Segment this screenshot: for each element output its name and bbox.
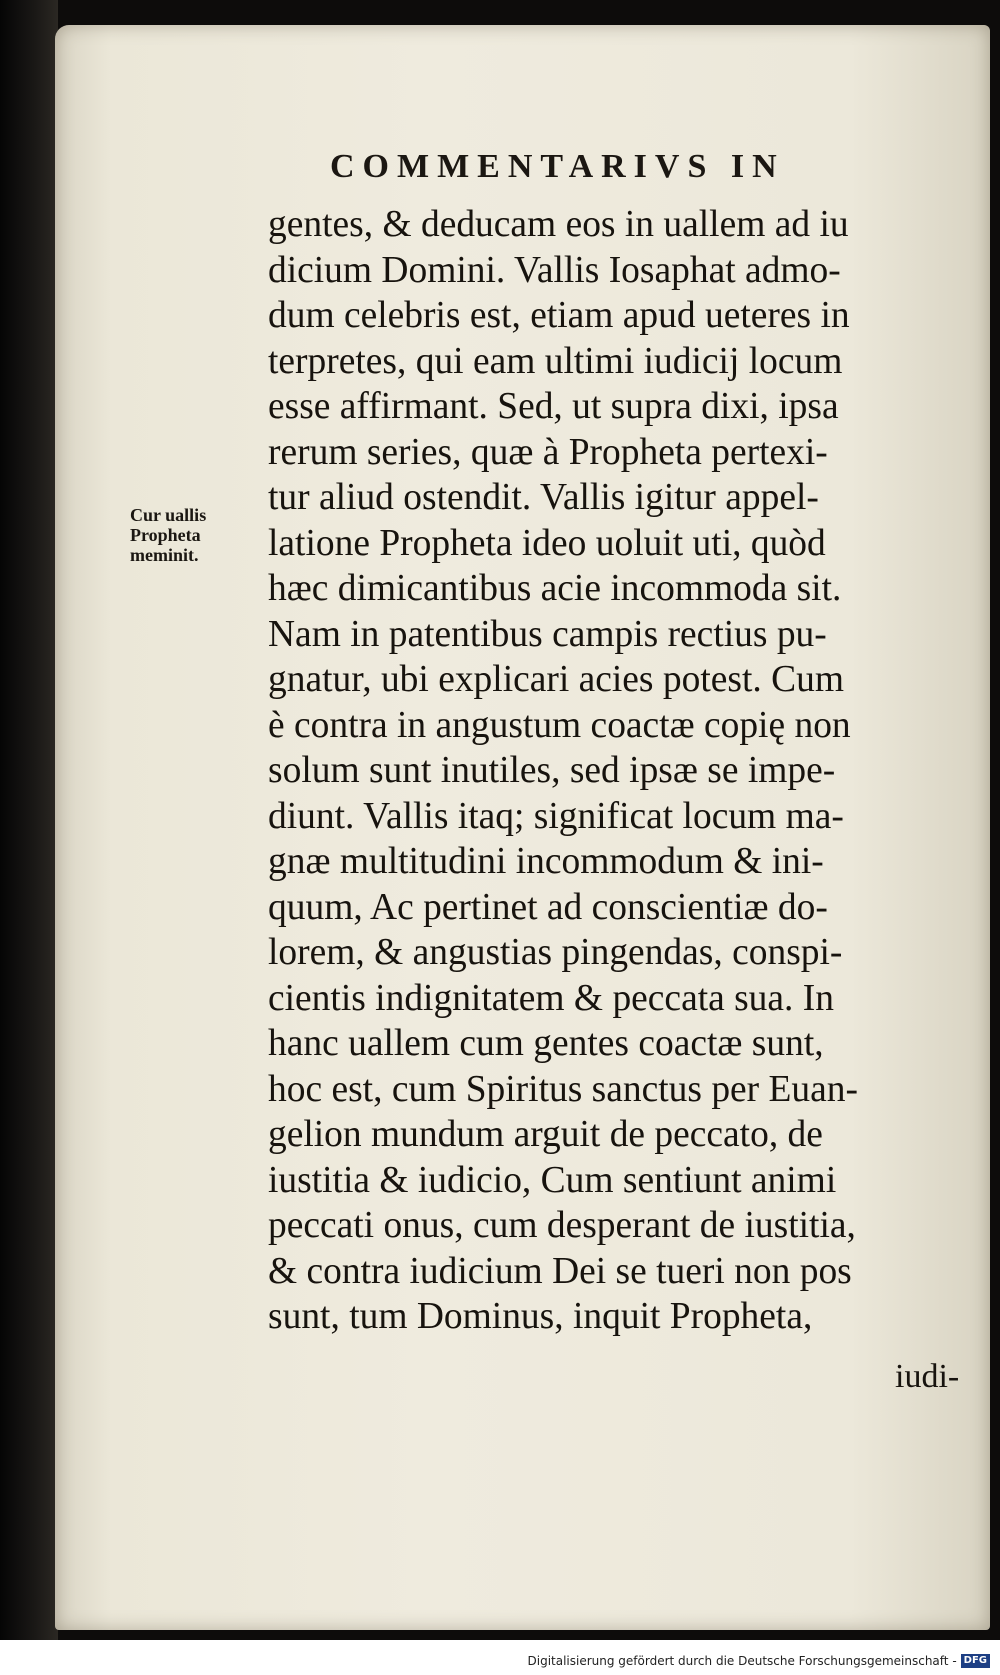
text-line: è contra in angustum coactæ copię non <box>268 703 851 746</box>
text-line: cientis indignitatem & peccata sua. In <box>268 976 834 1019</box>
running-header: COMMENTARIVS IN <box>330 148 785 185</box>
text-line: peccati onus, cum desperant de iustitia, <box>268 1204 856 1246</box>
margin-note <box>130 505 260 565</box>
text-line: hæc dimicantibus acie incommoda sit. <box>268 567 842 609</box>
text-line: terpretes, qui eam ultimi iudicij locum <box>268 339 843 382</box>
text-line: iustitia & iudicio, Cum sentiunt animi <box>268 1158 837 1201</box>
credit-text: Digitalisierung gefördert durch die Deutsche Forschungsgemeinschaft - <box>527 1654 957 1668</box>
book-binding <box>0 0 58 1640</box>
text-line: hanc uallem cum gentes coactæ sunt, <box>268 1022 824 1064</box>
show-through-bleed <box>540 1340 860 1400</box>
text-line: latione Propheta ideo uoluit uti, quòd <box>268 521 826 564</box>
text-line: gelion mundum arguit de peccato, de <box>268 1113 823 1155</box>
text-line: esse affirmant. Sed, ut supra dixi, ipsa <box>268 385 839 427</box>
text-line: tur aliud ostendit. Vallis igitur appel- <box>268 476 819 518</box>
text-line: sunt, tum Dominus, inquit Propheta, <box>268 1295 813 1337</box>
text-line: quum, Ac pertinet ad conscientiæ do- <box>268 885 828 928</box>
margin-note-line: Propheta <box>130 525 201 545</box>
text-line: hoc est, cum Spiritus sanctus per Euan- <box>268 1067 858 1110</box>
text-line: diunt. Vallis itaq; significat locum ma- <box>268 794 844 837</box>
text-line: gnæ multitudini incommodum & ini- <box>268 840 824 882</box>
text-line: & contra iudicium Dei se tueri non pos <box>268 1249 852 1292</box>
margin-note-line: Cur uallis <box>130 505 207 525</box>
text-line: gnatur, ubi explicari acies potest. Cum <box>268 658 844 700</box>
text-line: gentes, & deducam eos in uallem ad iu <box>268 203 849 245</box>
text-line: dicium Domini. Vallis Iosaphat admo- <box>268 248 841 291</box>
text-line: lorem, & angustias pingendas, conspi- <box>268 931 843 973</box>
text-line: dum celebris est, etiam apud ueteres in <box>268 294 850 336</box>
text-line: solum sunt inutiles, sed ipsæ se impe- <box>268 749 836 791</box>
body-text <box>268 202 968 1340</box>
catchword: iudi- <box>895 1358 960 1395</box>
dfg-logo: DFG <box>961 1654 990 1668</box>
margin-note-line: meminit. <box>130 545 199 565</box>
text-line: rerum series, quæ à Propheta pertexi- <box>268 430 828 473</box>
text-line: Nam in patentibus campis rectius pu- <box>268 612 827 655</box>
digitization-credit <box>528 1652 991 1670</box>
